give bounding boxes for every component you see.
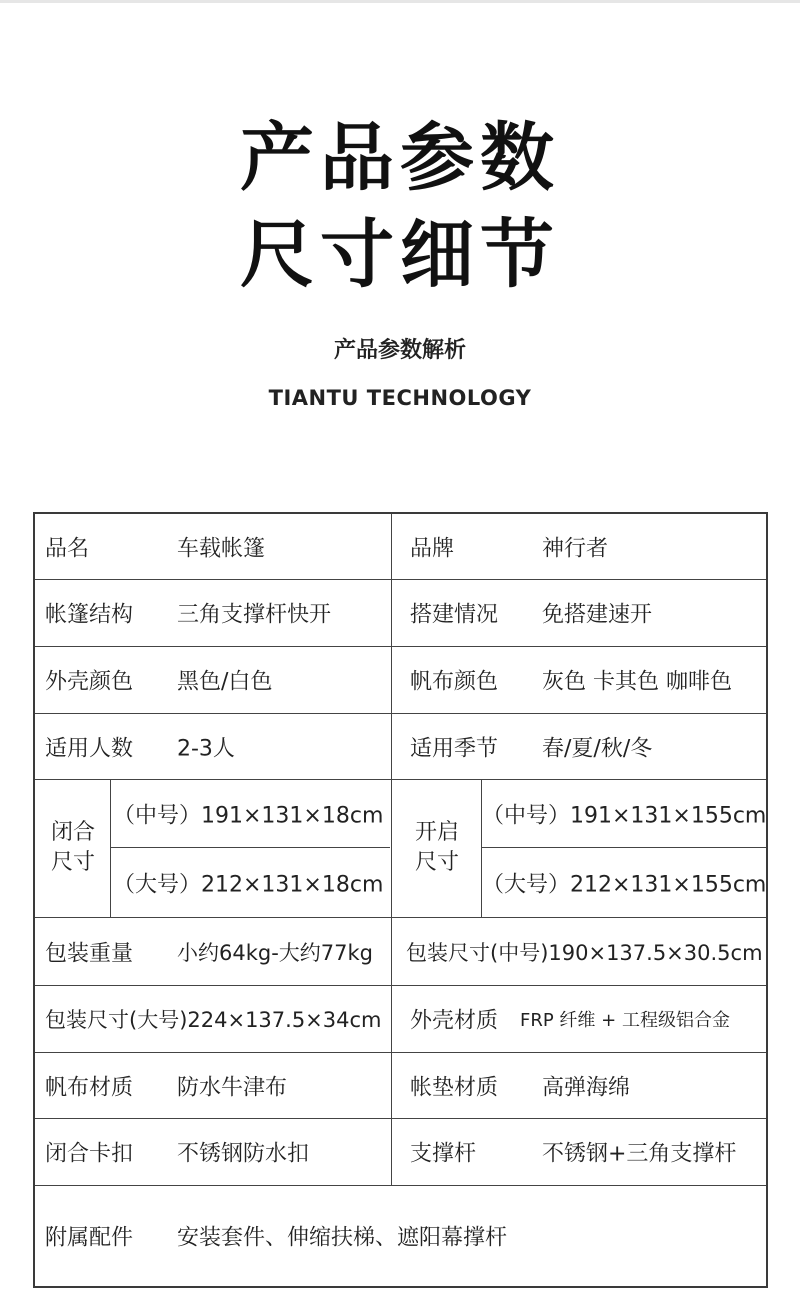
spec-value: 神行者 xyxy=(542,536,609,561)
spec-row-people-season xyxy=(35,714,766,780)
spec-cell xyxy=(392,580,766,646)
spec-value: 高弹海绵 xyxy=(542,1075,631,1100)
spec-cell xyxy=(35,514,392,579)
spec-cell xyxy=(35,1119,392,1185)
spec-value: 三角支撑杆快开 xyxy=(177,602,332,628)
open-size-medium-cell xyxy=(482,780,766,848)
spec-value: 灰色 卡其色 咖啡色 xyxy=(542,669,732,695)
spec-label: 帐垫材质 xyxy=(410,1075,499,1100)
spec-cell xyxy=(35,986,392,1052)
spec-cell xyxy=(35,918,392,985)
spec-cell xyxy=(392,647,766,713)
spec-value: 2-3人 xyxy=(177,736,235,761)
spec-value: FRP 纤维 + 工程级铝合金 xyxy=(520,1010,730,1031)
open-size-cell xyxy=(392,780,766,917)
spec-label: 搭建情况 xyxy=(410,602,499,628)
spec-value: 小约64kg-大约77kg xyxy=(177,940,374,965)
spec-value: 车载帐篷 xyxy=(177,536,266,561)
spec-label: 包装重量 xyxy=(45,941,134,966)
spec-label: 附属配件 xyxy=(45,1225,134,1251)
open-size-large-cell xyxy=(482,848,766,918)
spec-label: 帆布材质 xyxy=(45,1075,134,1100)
spec-label: 外壳材质 xyxy=(410,1008,499,1034)
page-title-line1: 产品参数 xyxy=(240,115,560,201)
open-size-medium: （中号）191×131×155cm xyxy=(482,803,767,828)
spec-cell xyxy=(392,514,766,579)
spec-label: 适用季节 xyxy=(410,736,499,761)
open-size-label-line2: 尺寸 xyxy=(414,850,459,875)
closed-size-medium: （中号）191×131×18cm xyxy=(113,803,384,828)
closed-size-label-line2: 尺寸 xyxy=(50,850,95,875)
spec-row-structure xyxy=(35,580,766,647)
spec-cell xyxy=(392,1053,766,1118)
spec-table xyxy=(33,512,768,1288)
open-size-label-cell xyxy=(392,780,482,917)
closed-size-label-line1: 闭合 xyxy=(50,820,95,845)
spec-cell xyxy=(35,1053,392,1118)
spec-cell xyxy=(392,986,766,1052)
spec-label: 品牌 xyxy=(410,536,455,561)
spec-value: 不锈钢+三角支撑杆 xyxy=(542,1141,737,1167)
package-size-medium: 包装尺寸(中号)190×137.5×30.5cm xyxy=(406,940,763,965)
spec-cell xyxy=(392,1119,766,1185)
closed-size-label-cell xyxy=(35,780,111,917)
spec-value: 春/夏/秋/冬 xyxy=(542,736,653,761)
spec-label: 支撑杆 xyxy=(410,1141,477,1167)
spec-cell xyxy=(35,647,392,713)
open-size-label-line1: 开启 xyxy=(414,820,459,845)
spec-value: 黑色/白色 xyxy=(177,669,273,695)
brand-english-name: TIANTU TECHNOLOGY xyxy=(268,386,532,410)
spec-row-package xyxy=(35,918,766,986)
closed-size-cell xyxy=(35,780,392,917)
spec-label: 外壳颜色 xyxy=(45,669,134,695)
spec-value: 防水牛津布 xyxy=(177,1075,288,1100)
spec-cell xyxy=(392,918,766,985)
spec-row-sizes xyxy=(35,780,766,918)
spec-value: 安装套件、伸缩扶梯、遮阳幕撑杆 xyxy=(177,1225,508,1251)
spec-cell xyxy=(392,714,766,779)
spec-cell xyxy=(35,714,392,779)
spec-row-name-brand xyxy=(35,514,766,580)
spec-row-package-shell xyxy=(35,986,766,1053)
page-title-line2: 尺寸细节 xyxy=(240,212,560,298)
spec-label: 品名 xyxy=(45,536,90,561)
spec-label: 帆布颜色 xyxy=(410,669,499,695)
closed-size-medium-cell xyxy=(111,780,390,848)
spec-label: 帐篷结构 xyxy=(45,602,134,628)
open-size-values xyxy=(482,780,766,917)
spec-label: 适用人数 xyxy=(45,736,134,761)
spec-row-accessories xyxy=(35,1186,766,1286)
closed-size-values xyxy=(111,780,390,917)
page-subtitle: 产品参数解析 xyxy=(333,338,466,363)
spec-row-buckle-pole xyxy=(35,1119,766,1186)
open-size-large: （大号）212×131×155cm xyxy=(482,872,767,898)
top-divider xyxy=(0,0,800,3)
closed-size-large: （大号）212×131×18cm xyxy=(113,872,384,898)
spec-value: 不锈钢防水扣 xyxy=(177,1141,310,1167)
spec-row-colors xyxy=(35,647,766,714)
spec-row-materials xyxy=(35,1053,766,1119)
package-size-large: 包装尺寸(大号)224×137.5×34cm xyxy=(45,1008,382,1032)
closed-size-large-cell xyxy=(111,848,390,918)
spec-label: 闭合卡扣 xyxy=(45,1141,134,1167)
spec-cell xyxy=(35,580,392,646)
spec-value: 免搭建速开 xyxy=(542,602,653,628)
